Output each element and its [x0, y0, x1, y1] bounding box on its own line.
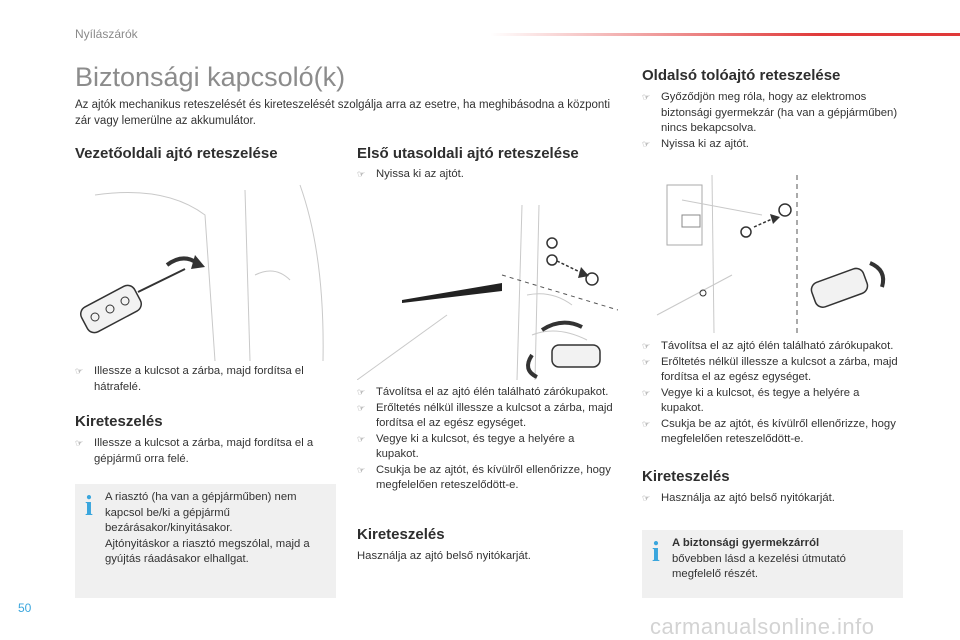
list-item: [357, 167, 615, 183]
pointing-hand-icon: ☞: [642, 387, 651, 398]
list-item: [357, 432, 615, 463]
info-icon: i: [652, 537, 660, 568]
pointing-hand-icon: ☞: [357, 433, 366, 444]
pointing-hand-icon: ☞: [357, 402, 366, 413]
step-text: Illessze a kulcsot a zárba, majd fordítsa el hátrafelé.: [94, 365, 304, 393]
sliding-door-lock-steps: [642, 339, 904, 448]
passenger-unlock-heading: Kireteszelés: [357, 526, 445, 543]
passenger-unlock-text: Használja az ajtó belső nyitókarját.: [357, 550, 531, 562]
list-item: [642, 137, 904, 153]
list-item: [642, 339, 904, 355]
step-text: Használja az ajtó belső nyitókarját.: [661, 492, 835, 504]
step-text: Nyissa ki az ajtót.: [376, 168, 464, 180]
pointing-hand-icon: ☞: [357, 464, 366, 475]
passenger-door-lock-illustration: [357, 205, 618, 380]
section-label: Nyílászárók: [75, 27, 138, 41]
pointing-hand-icon: ☞: [642, 356, 651, 367]
header-rule: [490, 33, 960, 36]
list-item: [642, 417, 904, 448]
list-item: [642, 386, 904, 417]
sliding-door-unlock-steps: [642, 491, 904, 507]
step-text: Távolítsa el az ajtó élén található zárókupakot.: [376, 386, 609, 398]
driver-unlock-steps: [75, 436, 337, 467]
list-item: [75, 436, 337, 467]
alarm-info-text: A riasztó (ha van a gépjárműben) nem kapcsol be/ki a gépjármű bezárásakor/kinyitásakor. Ajtónyitáskor a riasztó megszólal, majd a gyújtás ráadásakor elhallgat.: [105, 491, 310, 565]
watermark: carmanualsonline.info: [650, 614, 875, 639]
driver-lock-steps: [75, 364, 337, 395]
driver-unlock-heading: Kireteszelés: [75, 413, 163, 430]
list-item: [75, 364, 337, 395]
step-text: Illessze a kulcsot a zárba, majd fordítsa el a gépjármű orra felé.: [94, 437, 314, 465]
sliding-door-lock-illustration: [642, 175, 903, 333]
pointing-hand-icon: ☞: [75, 438, 84, 448]
list-item: [357, 401, 615, 432]
sliding-door-pre-steps: [642, 90, 904, 152]
pointing-hand-icon: ☞: [642, 493, 651, 503]
pointing-hand-icon: ☞: [642, 138, 651, 149]
list-item: [642, 90, 904, 137]
pointing-hand-icon: ☞: [642, 418, 651, 429]
intro-text: Az ajtók mechanikus reteszelését és kireteszelését szolgálja arra az esetre, ha meghibásodna a központi zár vagy lemerülne az akkumulátor.: [75, 99, 611, 127]
passenger-lock-heading: Első utasoldali ajtó reteszelése: [357, 145, 579, 162]
child-lock-info: [672, 536, 892, 583]
driver-door-key-illustration: [75, 175, 336, 361]
list-item: [357, 385, 615, 401]
pointing-hand-icon: ☞: [357, 169, 366, 179]
pointing-hand-icon: ☞: [642, 92, 651, 102]
passenger-open-step: [357, 167, 615, 183]
step-text: Távolítsa el az ajtó élén található zárókupakot.: [661, 340, 894, 352]
page-title: Biztonsági kapcsoló(k): [75, 62, 346, 92]
sliding-door-unlock-heading: Kireteszelés: [642, 468, 730, 485]
list-item: [642, 491, 904, 507]
pointing-hand-icon: ☞: [75, 366, 84, 376]
step-text: Vegye ki a kulcsot, és tegye a helyére a kupakot.: [661, 386, 860, 414]
pointing-hand-icon: ☞: [357, 387, 366, 397]
step-text: Erőltetés nélkül illessze a kulcsot a zárba, majd fordítsa el az egész egységet.: [661, 355, 898, 383]
sliding-door-lock-heading: Oldalsó tolóajtó reteszelése: [642, 67, 841, 84]
step-text: Erőltetés nélkül illessze a kulcsot a zárba, majd fordítsa el az egész egységet.: [376, 401, 613, 429]
child-lock-info-title: A biztonsági gyermekzárról: [672, 537, 820, 549]
child-lock-info-text: bővebben lásd a kezelési útmutató megfelelő részét.: [672, 552, 846, 580]
child-lock-info-box: [642, 530, 903, 598]
list-item: [357, 463, 615, 494]
page-number: 50: [18, 601, 32, 615]
step-text: Győződjön meg róla, hogy az elektromos biztonsági gyermekzár (ha van a gépjárműben) nincs bekapcsolva.: [661, 91, 898, 134]
alarm-info-box: [75, 484, 336, 598]
driver-lock-heading: Vezetőoldali ajtó reteszelése: [75, 145, 278, 162]
step-text: Csukja be az ajtót, és kívülről ellenőrizze, hogy megfelelően reteszelődött-e.: [661, 417, 896, 445]
step-text: Csukja be az ajtót, és kívülről ellenőrizze, hogy megfelelően reteszelődött-e.: [376, 463, 611, 491]
info-icon: i: [85, 491, 93, 522]
passenger-lock-steps: [357, 385, 615, 494]
pointing-hand-icon: ☞: [642, 341, 651, 351]
step-text: Vegye ki a kulcsot, és tegye a helyére a kupakot.: [376, 432, 575, 460]
list-item: [642, 355, 904, 386]
step-text: Nyissa ki az ajtót.: [661, 137, 749, 150]
